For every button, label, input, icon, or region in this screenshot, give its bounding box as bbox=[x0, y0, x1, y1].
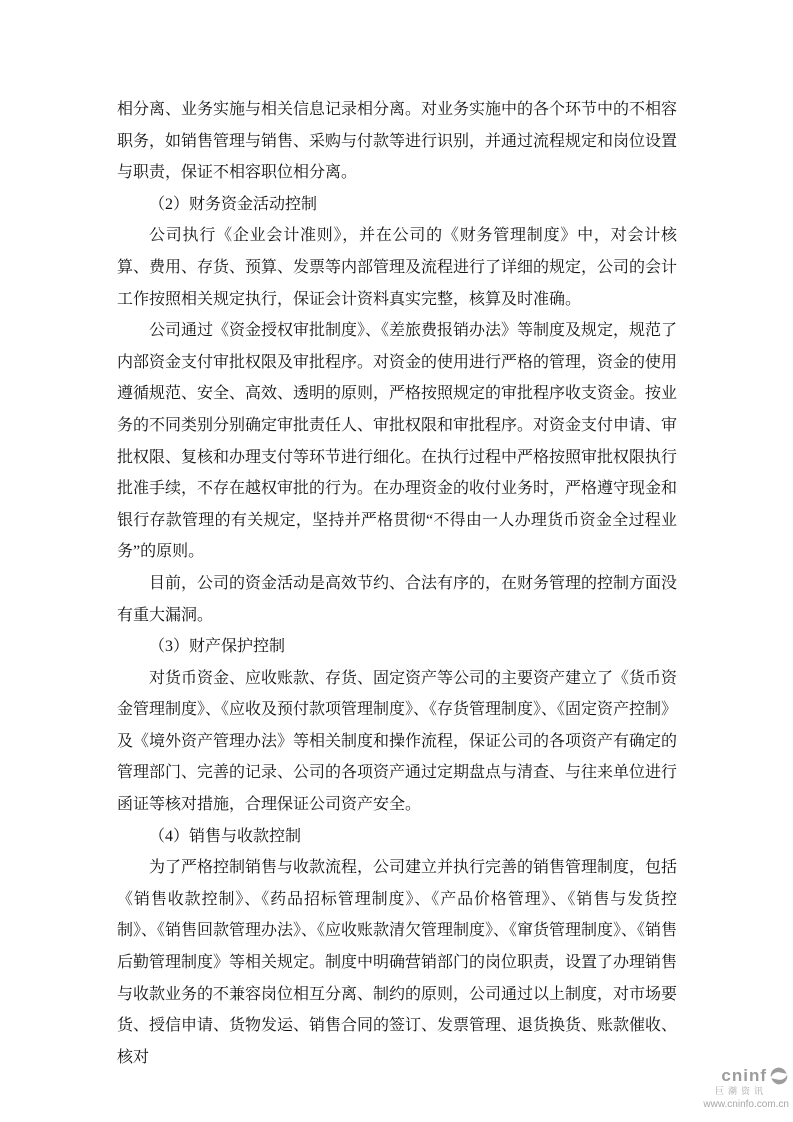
paragraph: 目前，公司的资金活动是高效节约、合法有序的，在财务管理的控制方面没有重大漏洞。 bbox=[117, 574, 678, 624]
paragraph: 公司执行《企业会计准则》，并在公司的《财务管理制度》中，对会计核算、费用、存货、预算、发票等内部管理及流程进行了详细的规定，公司的会计工作按照相关规定执行，保证会计资料真实完整，核算及时准确。 bbox=[117, 227, 678, 308]
paragraph: 为了严格控制销售与收款流程，公司建立并执行完善的销售管理制度，包括《销售收款控制》、《药品招标管理制度》、《产品价格管理》、《销售与发货控制》、《销售回款管理办法》、《应收账款清欠管理制度》、《窜货管理制度》、《销售后勤管理制度》等相关规定。制度中明确营销部门的岗位职责，设置了办理销售与收款业务的不兼容岗位相互分离、制约的原则，公司通过以上制度，对市场要货、授信申请、货物发运、销售合同的签订、发票管理、退货换货、账款催收、核对 bbox=[117, 859, 678, 1066]
cninfo-watermark bbox=[703, 1066, 789, 1110]
cninfo-url: www.cninfo.com.cn bbox=[703, 1099, 789, 1110]
cninfo-swirl-icon bbox=[769, 1066, 789, 1086]
section-heading-3: （3）财产保护控制 bbox=[149, 638, 286, 656]
section-heading-4: （4）销售与收款控制 bbox=[149, 827, 302, 845]
cninfo-brand-text: cninf bbox=[721, 1065, 767, 1085]
document-body bbox=[117, 94, 677, 1073]
paragraph: 公司通过《资金授权审批制度》、《差旅费报销办法》等制度及规定，规范了内部资金支付审批权限及审批程序。对资金的使用进行严格的管理，资金的使用遵循规范、安全、高效、透明的原则，严格按照规定的审批程序收支资金。按业务的不同类别分别确定审批责任人、审批权限和审批程序。对资金支付申请、审批权限、复核和办理支付等环节进行细化。在执行过程中严格按照审批权限执行批准手续，不存在越权审批的行为。在办理资金的收付业务时，严格遵守现金和银行存款管理的有关规定，坚持并严格贯彻“不得由一人办理货币资金全过程业务”的原则。 bbox=[117, 322, 678, 561]
section-heading-2: （2）财务资金活动控制 bbox=[149, 195, 318, 213]
paragraph-continuation: 相分离、业务实施与相关信息记录相分离。对业务实施中的各个环节中的不相容职务，如销售管理与销售、采购与付款等进行识别，并通过流程规定和岗位设置与职责，保证不相容职位相分离。 bbox=[117, 101, 678, 182]
paragraph: 对货币资金、应收账款、存货、固定资产等公司的主要资产建立了《货币资金管理制度》、《应收及预付款项管理制度》、《存货管理制度》、《固定资产控制》及《境外资产管理办法》等相关制度和操作流程，保证公司的各项资产有确定的管理部门、完善的记录、公司的各项资产通过定期盘点与清查、与往来单位进行函证等核对措施，合理保证公司资产安全。 bbox=[117, 669, 678, 814]
cninfo-chinese-name: 巨潮资讯 bbox=[714, 1086, 767, 1097]
